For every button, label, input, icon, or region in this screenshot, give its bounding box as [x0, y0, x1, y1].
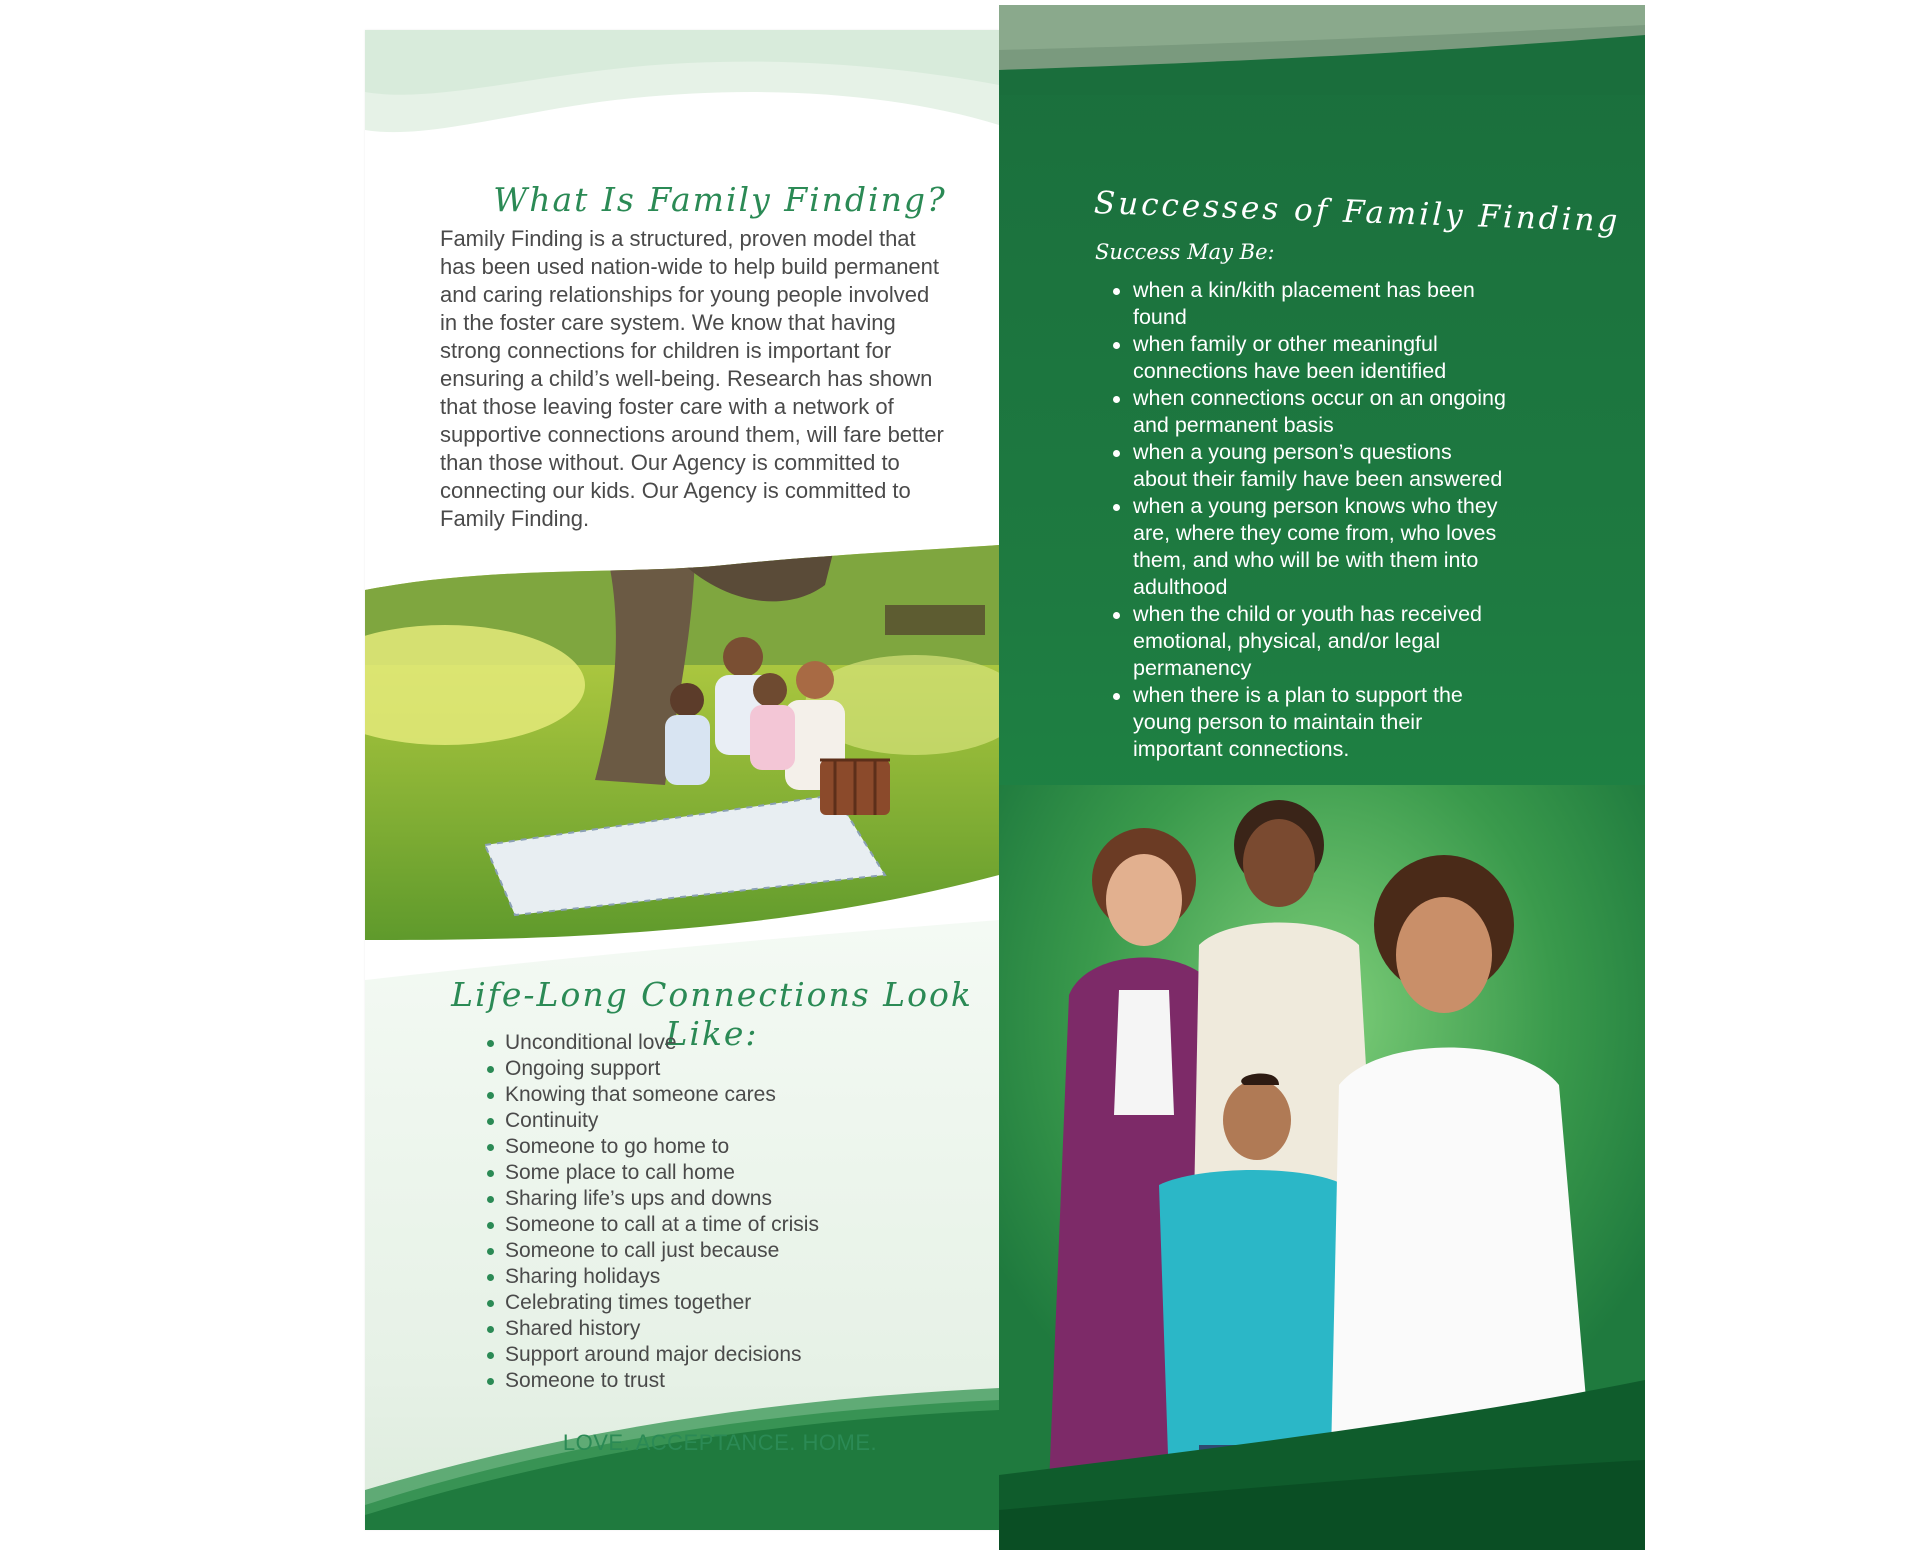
connections-list [487, 1030, 819, 1394]
list-item: Some place to call home [487, 1160, 819, 1186]
intro-paragraph: Family Finding is a structured, proven model that has been used nation-wide to help build permanent and caring relationships for young people involved in the foster care system. We know that having strong connections for children is important for ensuring a child’s well-being. Research has shown that those leaving foster care with a network of supportive connections around them, will fare better than those without. Our Agency is committed to connecting our kids. Our Agency is committed to Family Finding. [440, 226, 944, 531]
list-item: Support around major decisions [487, 1342, 819, 1368]
list-item: Sharing holidays [487, 1264, 819, 1290]
left-panel [365, 30, 999, 1530]
heading-life-long-connections: Life-Long Connections Look Like: [451, 975, 973, 1053]
list-item: Sharing life’s ups and downs [487, 1186, 819, 1212]
subheading-success-may-be: Success May Be: [1095, 240, 1275, 264]
top-wave-decoration [365, 30, 999, 160]
right-panel [999, 5, 1645, 1550]
list-item: when a young person knows who they are, where they come from, who loves them, and who will be with them into adulthood [1109, 493, 1509, 601]
list-item: when the child or youth has received emotional, physical, and/or legal permanency [1109, 601, 1509, 682]
heading-what-is-family-finding: What Is Family Finding? [493, 180, 947, 219]
top-band-decoration [999, 5, 1645, 95]
list-item: Someone to go home to [487, 1134, 819, 1160]
list-item: Someone to call at a time of crisis [487, 1212, 819, 1238]
list-item: when there is a plan to support the young person to maintain their important connections. [1109, 682, 1509, 763]
list-item: Someone to call just because [487, 1238, 819, 1264]
successes-list [1109, 277, 1509, 763]
list-item: Celebrating times together [487, 1290, 819, 1316]
list-item: when connections occur on an ongoing and permanent basis [1109, 385, 1509, 439]
bottom-band-decoration [999, 1380, 1645, 1550]
list-item: Knowing that someone cares [487, 1082, 819, 1108]
tagline: LOVE. ACCEPTANCE. HOME. [562, 1430, 878, 1455]
list-item: Continuity [487, 1108, 819, 1134]
list-item: Unconditional love [487, 1030, 819, 1056]
list-item: Ongoing support [487, 1056, 819, 1082]
heading-successes: Successes of Family Finding [1093, 185, 1621, 240]
list-item: when a kin/kith placement has been found [1109, 277, 1509, 331]
list-item: when family or other meaningful connections have been identified [1109, 331, 1509, 385]
list-item: Shared history [487, 1316, 819, 1342]
list-item: Someone to trust [487, 1368, 819, 1394]
family-picnic-photo [365, 545, 999, 940]
list-item: when a young person’s questions about their family have been answered [1109, 439, 1509, 493]
